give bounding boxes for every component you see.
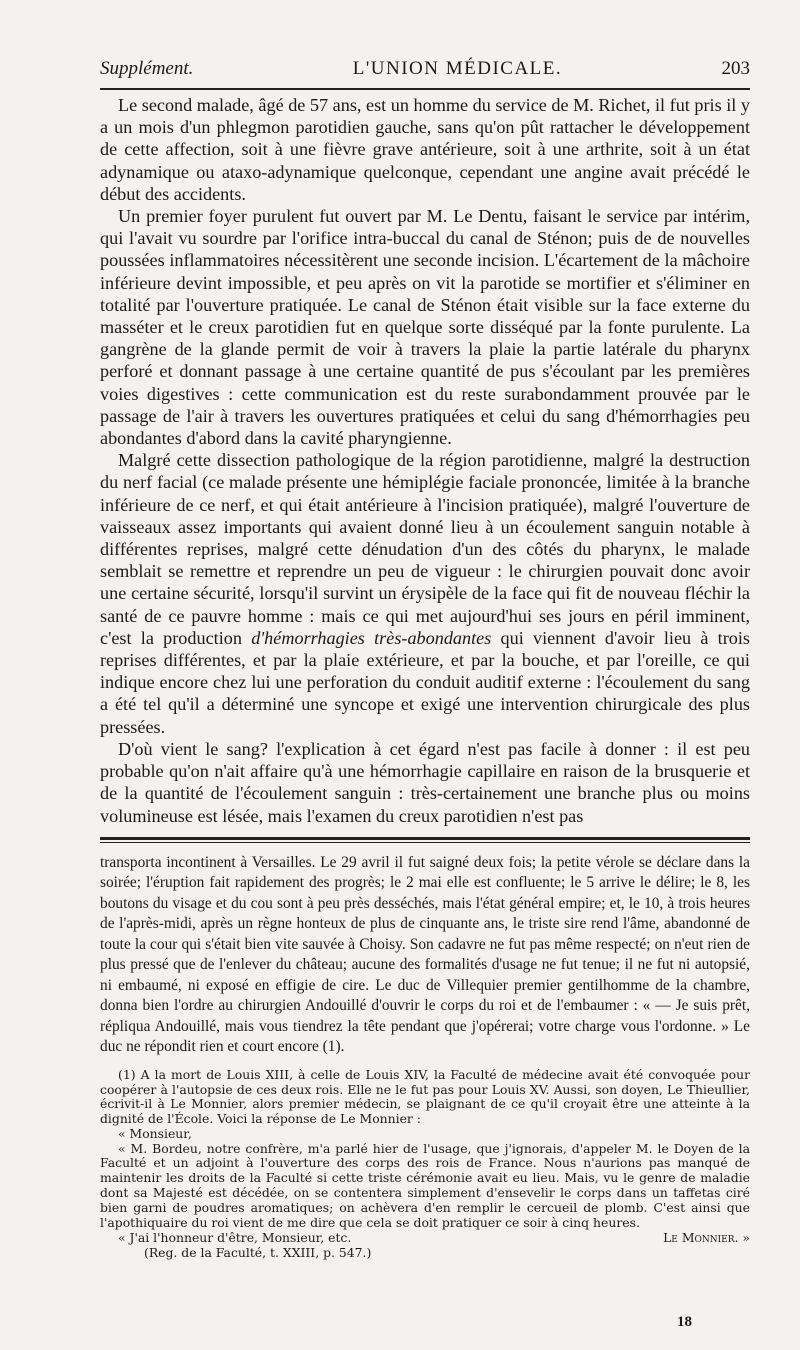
footnote-closing: « J'ai l'honneur d'être, Monsieur, etc. bbox=[118, 1230, 352, 1246]
feuilleton-continuation bbox=[100, 853, 750, 1058]
footnote-salutation: « Monsieur, bbox=[118, 1125, 192, 1141]
paragraph-3-emphasis: d'hémorrhagies très-abondantes bbox=[251, 627, 492, 648]
paragraph-2: Un premier foyer purulent fut ouvert par M. Le Dentu, faisant le service par intérim, qui l'avait vu sourdre par l'orifice intra-buccal du canal de Sténon; puis de de nouvelles poussées inflammatoires nécessitèrent une seconde incision. L'écartement de la mâchoire inférieure devint impossible, et peu après on vit la parotide se mortifier et s'éliminer en totalité par l'ouverture pratiquée. Le canal de Sténon était visible sur la face externe du masséter et le creux parotidien fut en quelque sorte disséqué par la fonte purulente. La gangrène de la glande permit de voir à travers la plaie la partie latérale du pharynx perforé et donnant passage à une certaine quantité de pus s'écoulant par les premières voies digestives : cette communication est du reste surabondamment prouvée par le passage de l'air à travers les ouvertures pratiquées et celui du sang d'hémorrhagies peu abondantes d'abord dans la cavité pharyngienne. bbox=[100, 206, 750, 449]
footnote-signature-line bbox=[100, 1230, 750, 1245]
main-text bbox=[100, 94, 750, 827]
running-header bbox=[100, 58, 750, 86]
footnote-reference: (Reg. de la Faculté, t. XXIII, p. 547.) bbox=[144, 1245, 372, 1261]
header-rule bbox=[100, 88, 750, 90]
page-number: 203 bbox=[721, 58, 750, 79]
paragraph-4: D'où vient le sang? l'explication à cet égard n'est pas facile à donner : il est peu probable qu'on n'ait affaire qu'à une hémorrhagie capillaire en raison de la brusquerie et de la quantité de l'écoulement sanguin : très-certainement une branche plus ou moins volumineuse est lésée, mais l'examen du creux parotidien n'est pas bbox=[100, 738, 750, 826]
sheet-number: 18 bbox=[677, 1314, 692, 1330]
section-divider bbox=[100, 837, 750, 843]
journal-title: L'UNION MÉDICALE. bbox=[352, 58, 563, 79]
continuation-paragraph: transporta incontinent à Versailles. Le 29 avril il fut saigné deux fois; la petite vérole se déclare dans la soirée; l'éruption fait rapidement des progrès; le 2 mai elle est confluente; le 5 arrive le délire; le 8, les boutons du visage et du cou sont à peu près desséchés, mais l'état général empire; et, le 10, à trois heures de l'après-midi, après un règne honteux de plus de cinquante ans, le triste sire rend l'âme, abandonné de toute la cour qui s'était bien vite sauvée à Choisy. Son cadavre ne fut pas même respecté; on n'eut rien de plus pressé que de l'enlever du château; aucune des formalités d'usage ne fut tenue; il ne fut ni autopsié, ni embaumé, ni exposé en effigie de cire. Le duc de Villequier premier gentilhomme de la chambre, donna bien l'ordre au chirurgien Andouillé d'ouvrir le corps du roi et de l'embaumer : « — Je suis prêt, répliqua Andouillé, mais vous tiendrez la tête pendant que j'opérerai; votre charge vous l'ordonne. » Le duc ne répondit rien et court encore (1). bbox=[100, 853, 750, 1056]
section-label: Supplément. bbox=[100, 58, 194, 79]
footnote-signature: Le Monnier. » bbox=[663, 1230, 750, 1246]
footnote-1: (1) A la mort de Louis XIII, à celle de Louis XIV, la Faculté de médecine avait été convoquée pour coopérer à l'autopsie de ces deux rois. Elle ne le fut pas pour Louis XV. Aussi, son doyen, Le Thieullier, écrivit-il à Le Monnier, alors premier médecin, se plaignant de ce qu'il croyait être une atteinte à la dignité de l'École. Voici la réponse de Le Monnier : bbox=[100, 1066, 750, 1127]
paragraph-1: Le second malade, âgé de 57 ans, est un homme du service de M. Richet, il fut pris il y a un mois d'un phlegmon parotidien gauche, sans qu'on pût rattacher le développement de cette affection, soit à une fièvre grave antérieure, soit à une arthrite, soit à un état adynamique ou ataxo-adynamique quelconque, cependant une angine avait précédé le début des accidents. bbox=[100, 95, 750, 204]
footnotes bbox=[100, 1068, 750, 1261]
footnote-letter: « M. Bordeu, notre confrère, m'a parlé hier de l'usage, que j'ignorais, d'appeler M. le Doyen de la Faculté et un adjoint à l'ouverture des corps des rois de France. Nous n'aurions pas manqué de maintenir les droits de la Faculté si cette triste cérémonie avait eu lieu. Mais, vu le genre de maladie dont sa Majesté est décédée, on se contentera simplement d'ensevelir le corps dans un taffetas ciré bien garni de poudres aromatiques; on achèvera d'en remplir le cercueil de plomb. C'est ainsi que l'apothiquaire du roi vient de me dire que cela se doit pratiquer ce soir à cinq heures. bbox=[100, 1140, 750, 1230]
paragraph-3-start: Malgré cette dissection pathologique de la région parotidienne, malgré la destruction du nerf facial (ce malade présente une hémiplégie faciale prononcée, limitée à la branche inférieure de ce nerf, et qui était antérieure à l'incision pratiquée), malgré l'ouverture de vaisseaux assez importants qui avaient donné lieu à un écoulement sanguin notable à différentes reprises, malgré cette dénudation d'un des côtés du pharynx, le malade semblait se remettre et reprendre un peu de vigueur : le chirurgien pouvait donc avoir une certaine sécurité, lorsqu'il survint un érysipèle de la face qui fit de nouveau fléchir la santé de ce pauvre homme : mais ce qui met aujourd'hui ses jours en péril imminent, c'est la production bbox=[100, 450, 750, 648]
paragraph-3-end: qui viennent d'avoir lieu à trois reprises différentes, et par la plaie extérieure, et par la bouche, et par l'oreille, ce qui indique encore chez lui une perforation du conduit auditif externe : l'écoulement du sang a été tel qu'il a déterminé une syncope et exigé une intervention chirurgicale des plus pressées. bbox=[100, 627, 750, 737]
paragraph-3 bbox=[100, 449, 750, 738]
